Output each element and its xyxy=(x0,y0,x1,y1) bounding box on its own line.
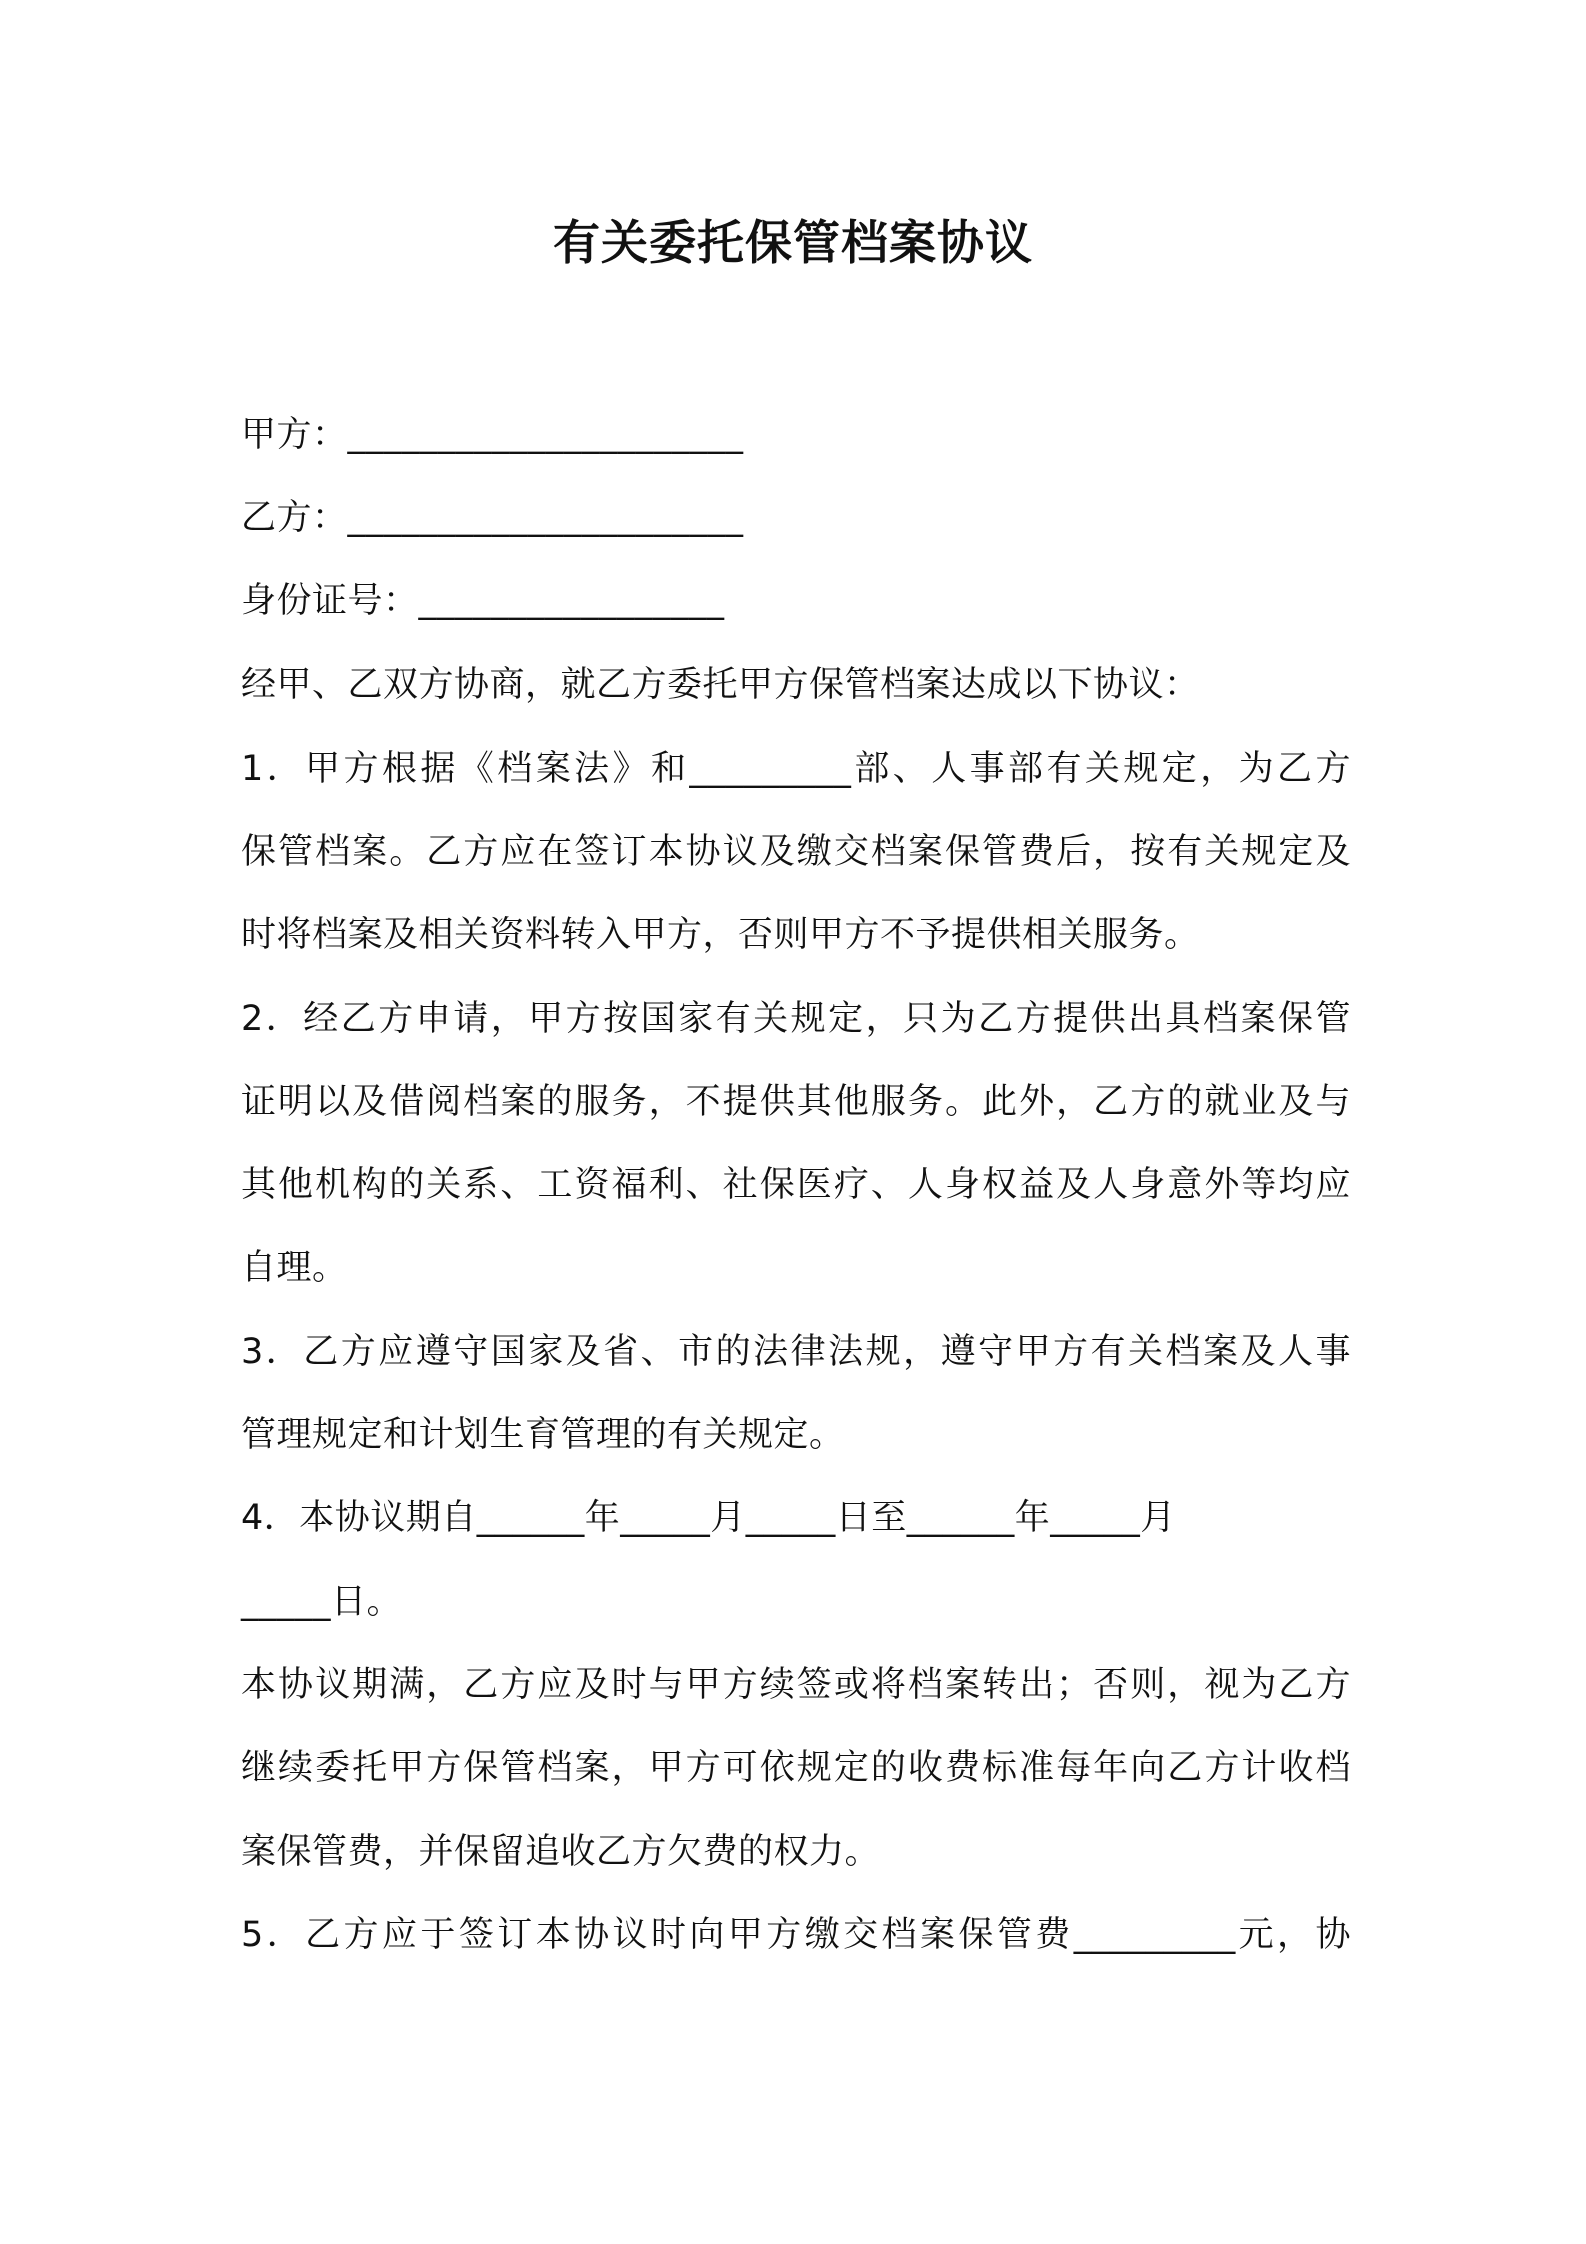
party-b-line: 乙方：______________________ xyxy=(241,498,744,538)
clause-4-extra-line-2: 继续委托甲方保管档案，甲方可依规定的收费标准每年向乙方计收档 xyxy=(241,1748,1351,1788)
document-title: 有关委托保管档案协议 xyxy=(553,216,1033,271)
clause-1-line-3: 时将档案及相关资料转入甲方，否则甲方不予提供相关服务。 xyxy=(241,915,1200,955)
clause-3-line-1: 3．乙方应遵守国家及省、市的法律法规，遵守甲方有关档案及人事 xyxy=(241,1332,1351,1372)
clause-4-line-2: _____日。 xyxy=(241,1582,403,1622)
clause-2-line-3: 其他机构的关系、工资福利、社保医疗、人身权益及人身意外等均应 xyxy=(241,1165,1351,1205)
clause-2-line-4: 自理。 xyxy=(241,1248,348,1288)
clause-4-extra-line-3: 案保管费，并保留追收乙方欠费的权力。 xyxy=(241,1832,881,1872)
id-number-line: 身份证号：_________________ xyxy=(241,581,725,621)
clause-4-extra-line-1: 本协议期满，乙方应及时与甲方续签或将档案转出；否则，视为乙方 xyxy=(241,1665,1351,1705)
intro-line: 经甲、乙双方协商，就乙方委托甲方保管档案达成以下协议： xyxy=(241,665,1200,705)
clause-1-line-2: 保管档案。乙方应在签订本协议及缴交档案保管费后，按有关规定及 xyxy=(241,832,1351,872)
clause-2-line-2: 证明以及借阅档案的服务，不提供其他服务。此外，乙方的就业及与 xyxy=(241,1082,1351,1122)
clause-1-line-1: 1．甲方根据《档案法》和_________部、人事部有关规定，为乙方 xyxy=(241,749,1351,789)
clause-2-line-1: 2．经乙方申请，甲方按国家有关规定，只为乙方提供出具档案保管 xyxy=(241,999,1351,1039)
clause-3-line-2: 管理规定和计划生育管理的有关规定。 xyxy=(241,1415,845,1455)
clause-5-line-1: 5．乙方应于签订本协议时向甲方缴交档案保管费_________元，协 xyxy=(241,1915,1351,1955)
party-a-line: 甲方：______________________ xyxy=(241,415,744,455)
clause-4-line-1: 4．本协议期自______年_____月_____日至______年_____月 xyxy=(241,1498,1176,1538)
